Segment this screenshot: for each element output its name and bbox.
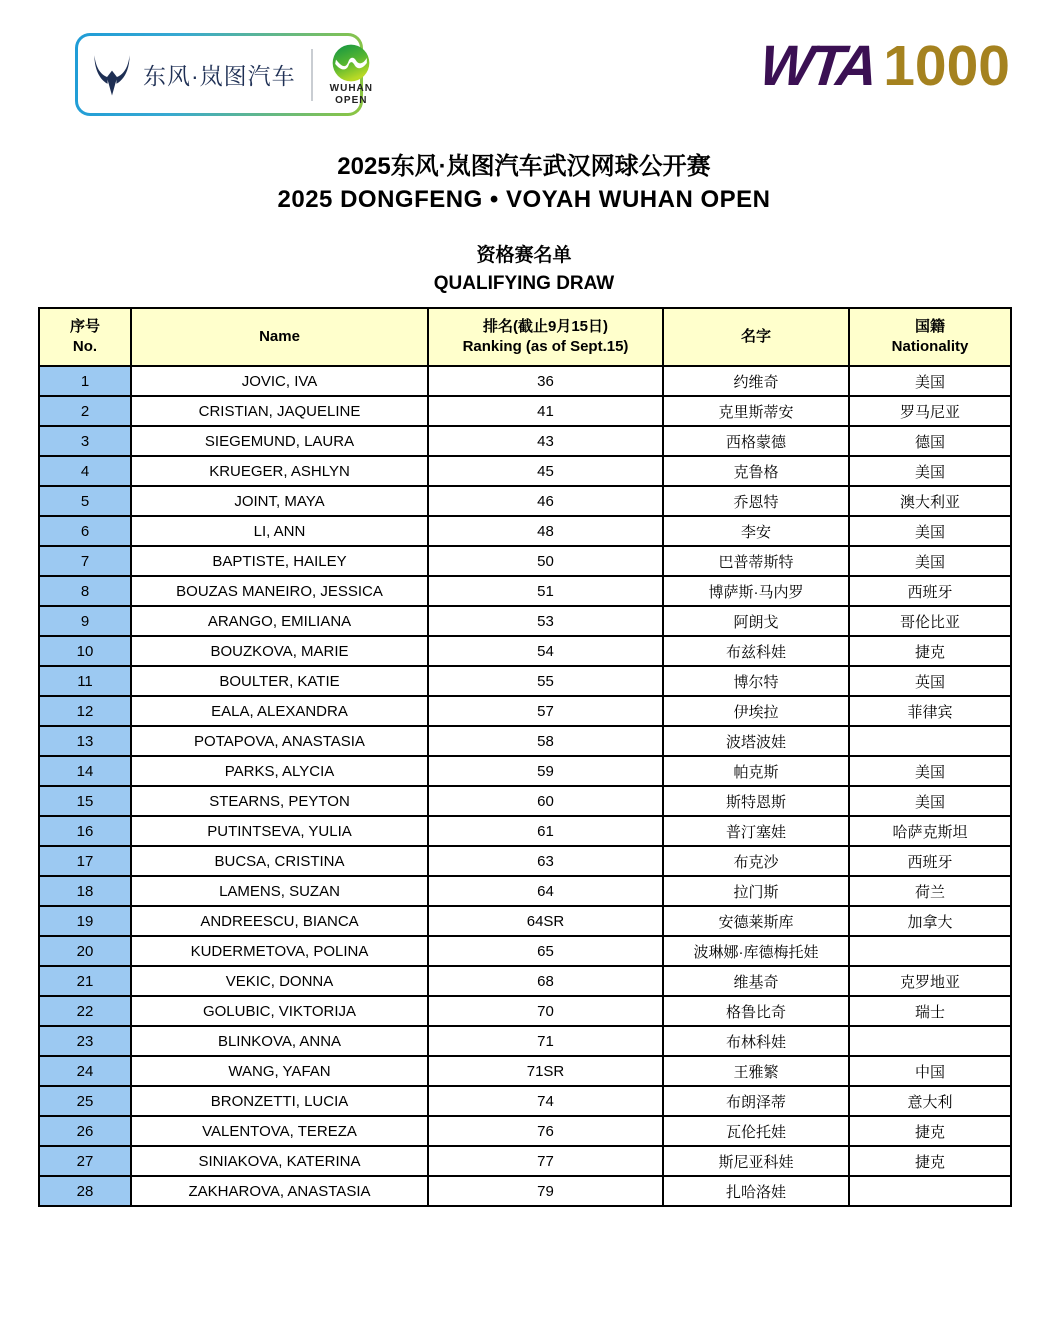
no-cell: 13 [39,726,131,756]
table-row [39,366,1011,396]
cn-name-cell: 西格蒙德 [663,426,849,456]
table-row [39,786,1011,816]
player-name-cell: KUDERMETOVA, POLINA [131,936,428,966]
cn-name-cell: 乔恩特 [663,486,849,516]
ranking-cell: 64 [428,876,663,906]
player-name-cell: POTAPOVA, ANASTASIA [131,726,428,756]
table-row [39,396,1011,426]
draw-subtitle-en: QUALIFYING DRAW [433,273,615,294]
header-ranking [428,308,663,366]
ranking-cell: 71 [428,1026,663,1056]
table-row [39,966,1011,996]
table-row [39,1176,1011,1206]
player-name-cell: ANDREESCU, BIANCA [131,906,428,936]
no-cell: 9 [39,606,131,636]
no-cell: 10 [39,636,131,666]
ranking-cell: 65 [428,936,663,966]
player-name-cell: PARKS, ALYCIA [131,756,428,786]
header-nationality [849,308,1011,366]
ranking-cell: 70 [428,996,663,1026]
nationality-cell: 美国 [849,516,1011,546]
header-no-zh: 序号 [69,317,100,335]
ranking-cell: 68 [428,966,663,996]
header-ranking-en: Ranking (as of Sept.15) [462,338,629,355]
table-row [39,846,1011,876]
header-ranking-zh: 排名(截止9月15日) [482,317,609,335]
nationality-cell: 克罗地亚 [849,966,1011,996]
event-title-en: 2025 DONGFENG • VOYAH WUHAN OPEN [277,186,771,213]
player-name-cell: ARANGO, EMILIANA [131,606,428,636]
draw-table-body [39,366,1011,1206]
player-name-cell: VEKIC, DONNA [131,966,428,996]
player-name-cell: WANG, YAFAN [131,1056,428,1086]
wta-1000-logo [756,34,1010,98]
ranking-cell: 60 [428,786,663,816]
table-header-row [39,308,1011,366]
nationality-cell: 菲律宾 [849,696,1011,726]
nationality-cell: 捷克 [849,636,1011,666]
cn-name-cell: 阿朗戈 [663,606,849,636]
nationality-cell: 捷克 [849,1146,1011,1176]
nationality-cell: 美国 [849,366,1011,396]
nationality-cell: 德国 [849,426,1011,456]
no-cell: 12 [39,696,131,726]
cn-name-cell: 安德莱斯库 [663,906,849,936]
table-row [39,666,1011,696]
nationality-cell: 美国 [849,546,1011,576]
ranking-cell: 55 [428,666,663,696]
header-no [39,308,131,366]
cn-name-cell: 瓦伦托娃 [663,1116,849,1146]
nationality-cell: 捷克 [849,1116,1011,1146]
player-name-cell: BUCSA, CRISTINA [131,846,428,876]
cn-name-cell: 巴普蒂斯特 [663,546,849,576]
table-row [39,546,1011,576]
cn-name-cell: 斯尼亚科娃 [663,1146,849,1176]
cn-name-cell: 约维奇 [663,366,849,396]
no-cell: 19 [39,906,131,936]
cn-name-cell: 拉门斯 [663,876,849,906]
nationality-cell: 意大利 [849,1086,1011,1116]
ranking-cell: 54 [428,636,663,666]
qualifying-draw-table [38,307,1012,1207]
ranking-cell: 79 [428,1176,663,1206]
cn-name-cell: 普汀塞娃 [663,816,849,846]
nationality-cell: 美国 [849,756,1011,786]
player-name-cell: GOLUBIC, VIKTORIJA [131,996,428,1026]
nationality-cell: 荷兰 [849,876,1011,906]
player-name-cell: JOINT, MAYA [131,486,428,516]
no-cell: 24 [39,1056,131,1086]
table-row [39,1086,1011,1116]
player-name-cell: BLINKOVA, ANNA [131,1026,428,1056]
no-cell: 26 [39,1116,131,1146]
cn-name-cell: 博萨斯·马内罗 [663,576,849,606]
nationality-cell: 美国 [849,456,1011,486]
no-cell: 2 [39,396,131,426]
ranking-cell: 61 [428,816,663,846]
cn-name-cell: 波琳娜·库德梅托娃 [663,936,849,966]
wuhan-open-ball-icon [331,43,371,83]
player-name-cell: LAMENS, SUZAN [131,876,428,906]
cn-name-cell: 布克沙 [663,846,849,876]
ranking-cell: 64SR [428,906,663,936]
ranking-cell: 53 [428,606,663,636]
cn-name-cell: 格鲁比奇 [663,996,849,1026]
cn-name-cell: 帕克斯 [663,756,849,786]
voyah-logo-icon [90,51,134,99]
ranking-cell: 45 [428,456,663,486]
nationality-cell: 瑞士 [849,996,1011,1026]
ranking-cell: 46 [428,486,663,516]
nationality-cell [849,1176,1011,1206]
no-cell: 7 [39,546,131,576]
header-cn-name [663,308,849,366]
no-cell: 28 [39,1176,131,1206]
nationality-cell: 西班牙 [849,576,1011,606]
wta-tier: 1000 [883,34,1010,98]
no-cell: 4 [39,456,131,486]
table-row [39,876,1011,906]
header-nationality-zh: 国籍 [914,317,945,335]
ranking-cell: 41 [428,396,663,426]
table-row [39,996,1011,1026]
player-name-cell: CRISTIAN, JAQUELINE [131,396,428,426]
no-cell: 17 [39,846,131,876]
table-row [39,816,1011,846]
nationality-cell: 西班牙 [849,846,1011,876]
no-cell: 5 [39,486,131,516]
ranking-cell: 50 [428,546,663,576]
table-row [39,576,1011,606]
cn-name-cell: 扎哈洛娃 [663,1176,849,1206]
ranking-cell: 74 [428,1086,663,1116]
player-name-cell: BOUZKOVA, MARIE [131,636,428,666]
no-cell: 25 [39,1086,131,1116]
draw-subtitle-zh: 资格赛名单 [476,245,572,266]
player-name-cell: BAPTISTE, HAILEY [131,546,428,576]
ranking-cell: 57 [428,696,663,726]
table-row [39,1146,1011,1176]
cn-name-cell: 斯特恩斯 [663,786,849,816]
ranking-cell: 76 [428,1116,663,1146]
ranking-cell: 36 [428,366,663,396]
player-name-cell: PUTINTSEVA, YULIA [131,816,428,846]
no-cell: 14 [39,756,131,786]
ranking-cell: 77 [428,1146,663,1176]
ranking-cell: 48 [428,516,663,546]
table-row [39,606,1011,636]
event-title-zh: 2025东风·岚图汽车武汉网球公开赛 [337,153,711,180]
player-name-cell: SINIAKOVA, KATERINA [131,1146,428,1176]
table-row [39,456,1011,486]
header-name [131,308,428,366]
table-row [39,756,1011,786]
cn-name-cell: 布朗泽蒂 [663,1086,849,1116]
no-cell: 18 [39,876,131,906]
header-name-en: Name [259,327,300,345]
no-cell: 21 [39,966,131,996]
cn-name-cell: 王雅繁 [663,1056,849,1086]
sponsor-badge-inner [78,36,373,113]
player-name-cell: LI, ANN [131,516,428,546]
cn-name-cell: 李安 [663,516,849,546]
no-cell: 23 [39,1026,131,1056]
cn-name-cell: 布林科娃 [663,1026,849,1056]
ranking-cell: 71SR [428,1056,663,1086]
player-name-cell: BOULTER, KATIE [131,666,428,696]
nationality-cell: 罗马尼亚 [849,396,1011,426]
ranking-cell: 43 [428,426,663,456]
header-cn-name-zh: 名字 [740,327,771,345]
nationality-cell: 加拿大 [849,906,1011,936]
no-cell: 22 [39,996,131,1026]
cn-name-cell: 伊埃拉 [663,696,849,726]
nationality-cell: 中国 [849,1056,1011,1086]
cn-name-cell: 克鲁格 [663,456,849,486]
ranking-cell: 58 [428,726,663,756]
table-row [39,726,1011,756]
table-row [39,1026,1011,1056]
nationality-cell: 美国 [849,786,1011,816]
table-row [39,486,1011,516]
table-row [39,1056,1011,1086]
sponsor-badge [75,33,373,116]
badge-divider [311,49,313,101]
no-cell: 11 [39,666,131,696]
header-nationality-en: Nationality [891,338,969,355]
no-cell: 8 [39,576,131,606]
player-name-cell: BOUZAS MANEIRO, JESSICA [131,576,428,606]
table-row [39,426,1011,456]
wuhan-open-word2: OPEN [335,94,368,106]
ranking-cell: 63 [428,846,663,876]
wuhan-open-logo [330,43,373,106]
table-row [39,1116,1011,1146]
no-cell: 20 [39,936,131,966]
player-name-cell: ZAKHAROVA, ANASTASIA [131,1176,428,1206]
wuhan-open-word1: WUHAN [329,83,373,94]
no-cell: 6 [39,516,131,546]
nationality-cell [849,1026,1011,1056]
no-cell: 16 [39,816,131,846]
no-cell: 15 [39,786,131,816]
cn-name-cell: 博尔特 [663,666,849,696]
ranking-cell: 51 [428,576,663,606]
nationality-cell: 英国 [849,666,1011,696]
nationality-cell [849,726,1011,756]
table-row [39,906,1011,936]
header-no-en: No. [72,338,98,355]
player-name-cell: STEARNS, PEYTON [131,786,428,816]
no-cell: 3 [39,426,131,456]
sponsor-brand-text: 东风·岚图汽车 [143,63,296,89]
cn-name-cell: 克里斯蒂安 [663,396,849,426]
player-name-cell: JOVIC, IVA [131,366,428,396]
cn-name-cell: 波塔波娃 [663,726,849,756]
player-name-cell: SIEGEMUND, LAURA [131,426,428,456]
no-cell: 1 [39,366,131,396]
player-name-cell: KRUEGER, ASHLYN [131,456,428,486]
table-row [39,636,1011,666]
nationality-cell: 哥伦比亚 [849,606,1011,636]
table-row [39,936,1011,966]
wta-wordmark: WTA [756,34,877,98]
cn-name-cell: 布兹科娃 [663,636,849,666]
cn-name-cell: 维基奇 [663,966,849,996]
table-row [39,696,1011,726]
nationality-cell: 哈萨克斯坦 [849,816,1011,846]
no-cell: 27 [39,1146,131,1176]
nationality-cell: 澳大利亚 [849,486,1011,516]
ranking-cell: 59 [428,756,663,786]
nationality-cell [849,936,1011,966]
table-row [39,516,1011,546]
player-name-cell: VALENTOVA, TEREZA [131,1116,428,1146]
player-name-cell: BRONZETTI, LUCIA [131,1086,428,1116]
player-name-cell: EALA, ALEXANDRA [131,696,428,726]
